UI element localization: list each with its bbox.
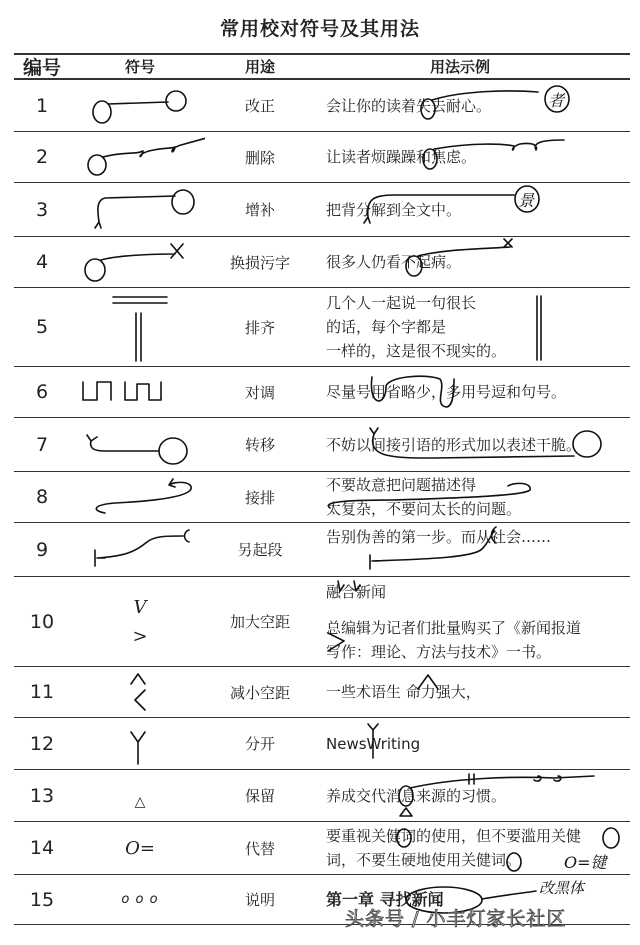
table-row: [14, 183, 630, 237]
new-paragraph-symbol-icon: [70, 523, 210, 576]
usage-label: 增补: [244, 201, 275, 219]
proofreading-symbol-table: [14, 53, 630, 925]
table-header: [14, 53, 630, 80]
handwritten-note: O=键: [564, 853, 607, 872]
header-example: 用法示例: [429, 57, 490, 76]
example-line: 会让你的读着失去耐心。: [326, 96, 492, 115]
separate-symbol-icon: [70, 718, 210, 769]
usage-label: 说明: [244, 891, 275, 909]
row-number: 8: [35, 486, 49, 508]
example-line: 一些术语生 命力强大，: [326, 683, 481, 701]
v-mark: V: [133, 596, 147, 618]
circles-mark: o o o: [121, 892, 159, 907]
table-row: [14, 770, 630, 822]
usage-label: 对调: [244, 383, 275, 402]
example-line: NewsWriting: [326, 734, 421, 753]
example-line: 一样的，这是很不现实的。: [326, 342, 507, 360]
usage-label: 排齐: [244, 318, 275, 337]
example-line: 词，不要生硬地使用关健词。: [326, 851, 522, 869]
usage-label: 加大空距: [229, 613, 290, 631]
example-line: 养成交代消息来源的习惯。: [326, 786, 507, 805]
usage-label: 减小空距: [229, 683, 290, 702]
gt-mark: >: [132, 625, 148, 647]
note-symbol-icon: [70, 875, 210, 924]
substitute-symbol-icon: [70, 822, 210, 874]
example-line: 不要故意把问题描述得: [326, 476, 477, 494]
row-number: 6: [35, 381, 49, 403]
page-title: 常用校对符号及其用法: [219, 18, 420, 40]
row-number: 2: [35, 146, 49, 168]
example: [326, 418, 626, 471]
table-row: [14, 822, 630, 875]
example-line: 第一章 寻找新闻: [326, 889, 444, 909]
example: [326, 237, 626, 287]
increase-spacing-symbol-icon: [70, 577, 210, 666]
example: [326, 667, 626, 717]
watermark: 头条号 / 小丰灯家长社区: [345, 908, 567, 930]
example-line: 很多人仍看不起病。: [326, 253, 462, 271]
table-row: [14, 472, 630, 523]
row-number: 10: [29, 610, 55, 633]
row-number: 7: [35, 433, 49, 456]
row-number: 15: [29, 888, 55, 911]
row-number: 4: [35, 251, 49, 273]
table-row: [14, 237, 630, 288]
example-line: 告别伪善的第一步。而从社会……: [326, 528, 552, 546]
usage-label: 换损污字: [229, 253, 290, 272]
row-number: 1: [35, 94, 49, 117]
header-usage: 用途: [244, 58, 275, 76]
transpose-symbol-icon: [70, 367, 210, 417]
usage-label: 删除: [244, 148, 275, 167]
table-row: [14, 667, 630, 718]
example: [326, 472, 626, 522]
usage-label: 接排: [244, 488, 275, 507]
delete-symbol-icon: [70, 132, 210, 182]
table-row: [14, 718, 630, 770]
example: [326, 770, 626, 821]
example-line: 尽量号用省略少，多用号逗和句号。: [326, 383, 567, 401]
handwritten-note: 者: [548, 91, 565, 110]
row-number: 5: [35, 316, 49, 338]
table-row: [14, 367, 630, 418]
usage-label: 保留: [244, 787, 275, 805]
header-symbol: 符号: [124, 58, 155, 76]
row-number: 13: [29, 784, 55, 807]
example-line: 总编辑为记者们批量购买了《新闻报道: [326, 618, 582, 637]
example-line: 的话，每个字都是: [326, 318, 447, 336]
align-symbol-icon: [70, 288, 210, 366]
example: [326, 288, 626, 366]
table-row: [14, 418, 630, 472]
usage-label: 另起段: [237, 541, 283, 559]
run-on-symbol-icon: [70, 472, 210, 522]
handwritten-note: 景: [518, 191, 535, 210]
row-number: 12: [29, 732, 55, 755]
example: [326, 132, 626, 182]
table-row: [14, 288, 630, 367]
usage-label: 代替: [244, 839, 275, 858]
table-row: [14, 80, 630, 132]
row-number: 14: [29, 837, 55, 859]
example-line: 让读者烦躁躁和焦虑。: [326, 148, 477, 166]
row-number: 11: [29, 681, 55, 703]
table-row: [14, 132, 630, 183]
correct-symbol-icon: [70, 80, 210, 131]
triangle-mark: △: [134, 793, 146, 810]
row-number: 3: [35, 198, 49, 221]
reduce-spacing-symbol-icon: [70, 667, 210, 717]
o-equals-mark: O=: [125, 837, 155, 859]
usage-label: 转移: [244, 436, 275, 454]
usage-label: 改正: [244, 97, 275, 115]
handwritten-note: 改黑体: [539, 879, 585, 897]
replace-damaged-symbol-icon: [70, 237, 210, 287]
example-line: 不妨以间接引语的形式加以表述干脆。: [326, 435, 582, 454]
example-line: 要重视关健词的使用，但不要滥用关健: [326, 827, 582, 845]
header-num: 编号: [22, 57, 61, 79]
example: [326, 183, 626, 236]
example: [326, 523, 626, 576]
row-number: 9: [35, 538, 49, 561]
insert-symbol-icon: [70, 183, 210, 236]
example: [326, 718, 626, 769]
move-symbol-icon: [70, 418, 210, 471]
example: [326, 80, 626, 131]
keep-symbol-icon: [70, 770, 210, 821]
example: [326, 577, 626, 666]
example-line: 太复杂，不要问太长的问题。: [326, 500, 522, 518]
table-row: [14, 523, 630, 577]
usage-label: 分开: [244, 735, 275, 753]
example-line: 融合新闻: [326, 582, 387, 601]
table-row: [14, 577, 630, 667]
example-line: 写作：理论、方法与技术》一书。: [326, 642, 552, 661]
example-line: 几个人一起说一句很长: [326, 294, 477, 312]
example-line: 把背分解到全文中。: [326, 200, 462, 219]
example: [326, 367, 626, 417]
